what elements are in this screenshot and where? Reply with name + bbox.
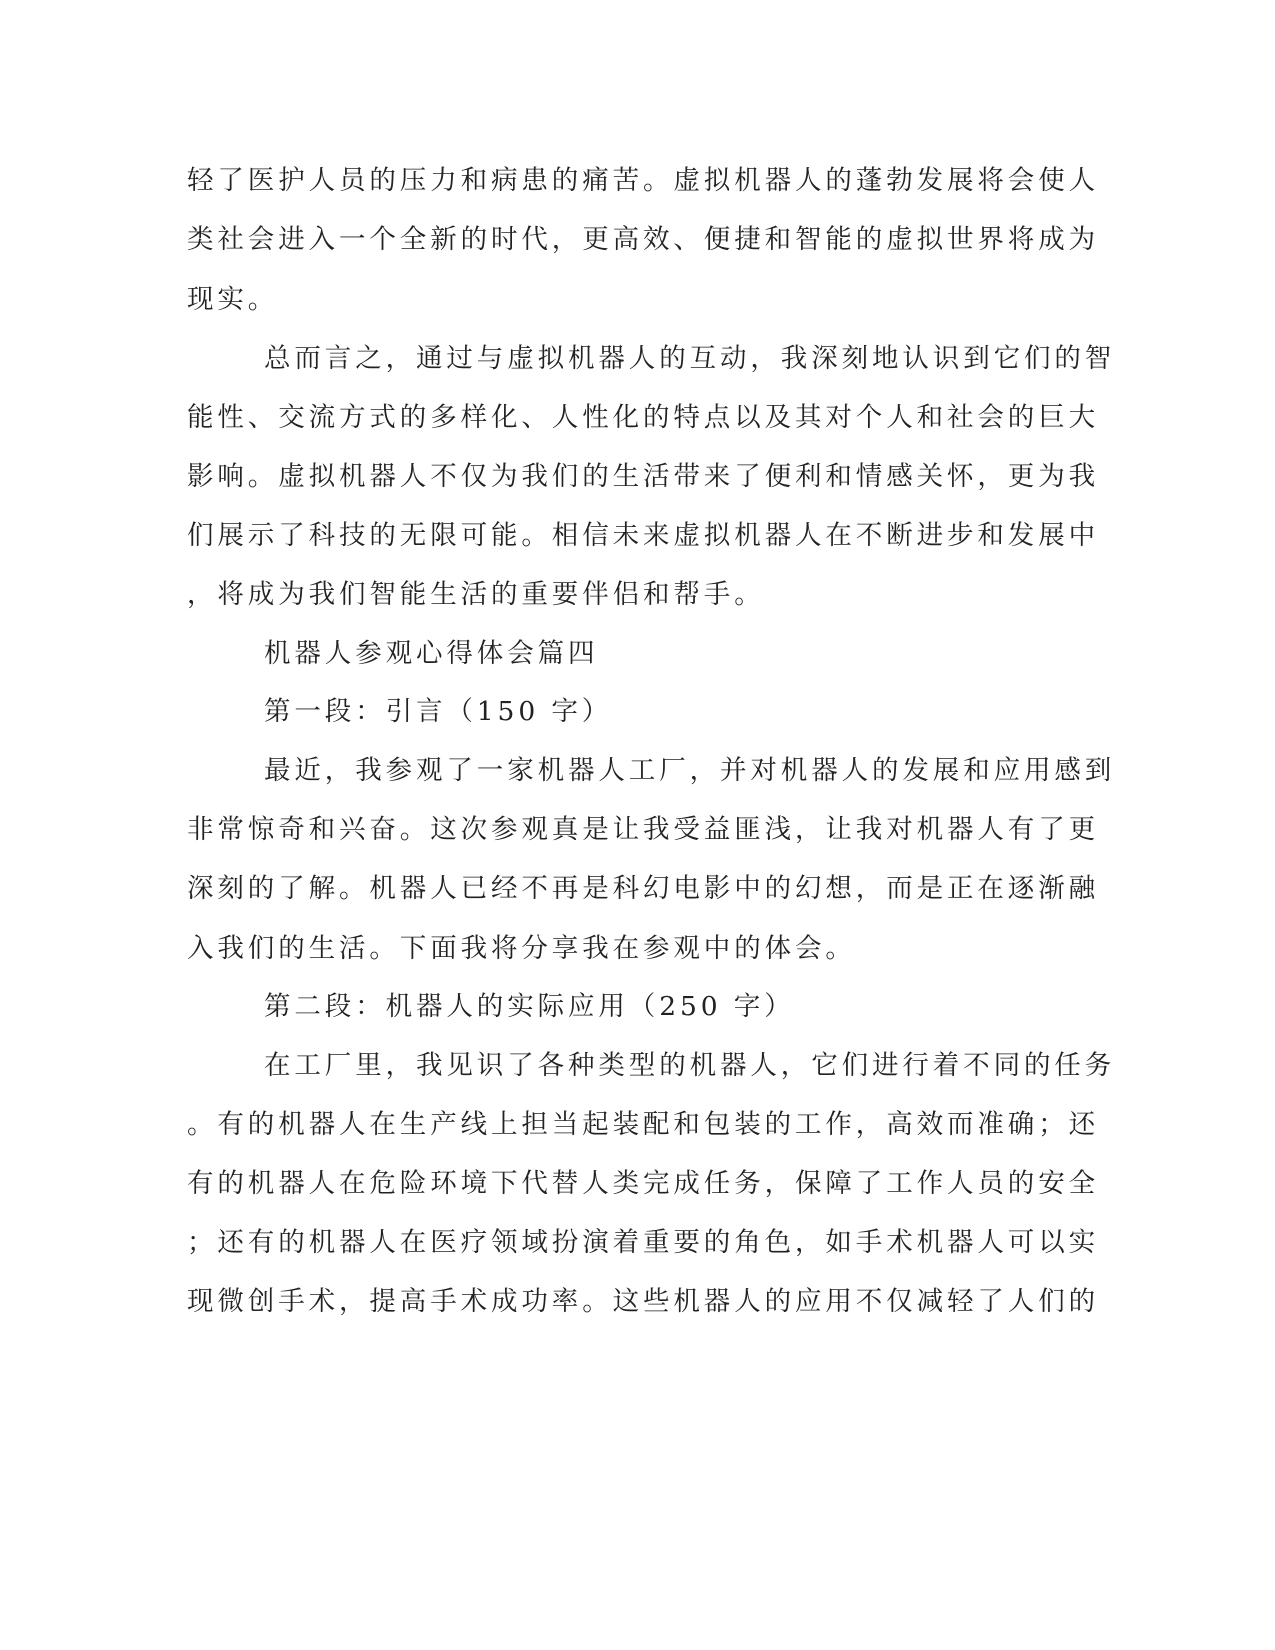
subsection-heading: 第一段：引言（150 字）	[264, 696, 613, 727]
paragraph-line: 。有的机器人在生产线上担当起装配和包装的工作，高效而准确；还	[187, 1109, 1099, 1140]
paragraph-line: 轻了医护人员的压力和病患的痛苦。虚拟机器人的蓬勃发展将会使人	[187, 165, 1099, 196]
paragraph-line: 深刻的了解。机器人已经不再是科幻电影中的幻想，而是正在逐渐融	[187, 873, 1099, 904]
paragraph-line: 们展示了科技的无限可能。相信未来虚拟机器人在不断进步和发展中	[187, 520, 1099, 551]
paragraph-line: 现实。	[187, 284, 279, 315]
section-heading: 机器人参观心得体会篇四	[264, 638, 599, 669]
paragraph-line: 影响。虚拟机器人不仅为我们的生活带来了便利和情感关怀，更为我	[187, 461, 1099, 492]
paragraph-line: 非常惊奇和兴奋。这次参观真是让我受益匪浅，让我对机器人有了更	[187, 814, 1099, 845]
paragraph-line: 现微创手术，提高手术成功率。这些机器人的应用不仅减轻了人们的	[187, 1286, 1099, 1317]
subsection-heading: 第二段：机器人的实际应用（250 字）	[264, 991, 795, 1022]
paragraph-line: 类社会进入一个全新的时代，更高效、便捷和智能的虚拟世界将成为	[187, 224, 1099, 255]
paragraph-line: ，将成为我们智能生活的重要伴侣和帮手。	[187, 579, 765, 610]
paragraph-line: 总而言之，通过与虚拟机器人的互动，我深刻地认识到它们的智	[264, 343, 1116, 374]
paragraph-line: 在工厂里，我见识了各种类型的机器人，它们进行着不同的任务	[264, 1050, 1116, 1081]
paragraph-line: ；还有的机器人在医疗领域扮演着重要的角色，如手术机器人可以实	[187, 1227, 1099, 1258]
paragraph-line: 入我们的生活。下面我将分享我在参观中的体会。	[187, 933, 856, 964]
paragraph-line: 最近，我参观了一家机器人工厂，并对机器人的发展和应用感到	[264, 755, 1116, 786]
paragraph-line: 有的机器人在危险环境下代替人类完成任务，保障了工作人员的安全	[187, 1168, 1099, 1199]
paragraph-line: 能性、交流方式的多样化、人性化的特点以及其对个人和社会的巨大	[187, 402, 1099, 433]
